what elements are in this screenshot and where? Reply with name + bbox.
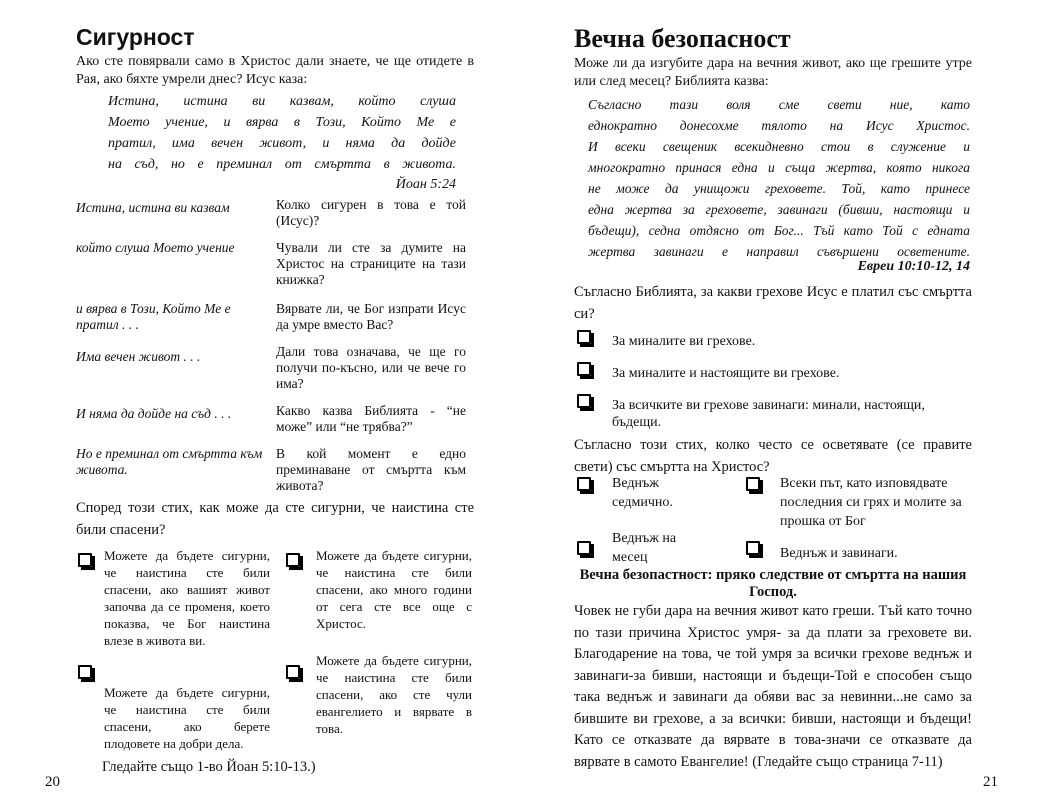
answer-option: Можете да бъдете сигурни, че наистина сте били спасени, ако вашият живот започва да се променя, което показва, че Бог наистина влезе в живота ви. <box>104 548 270 648</box>
checkbox[interactable] <box>746 541 760 555</box>
checkbox[interactable] <box>286 553 300 567</box>
section-subheading: Вечна безопастност: пряко следствие от смъртта на нашия Господ. <box>579 567 967 600</box>
table-question: Вярвате ли, че Бог изпрати Исус да умре вместо Вас? <box>276 301 466 332</box>
table-row <box>76 446 474 494</box>
scripture-quote <box>588 94 970 262</box>
table-phrase: Има вечен живот . . . <box>76 349 201 364</box>
quote-line: пратил, има вечен живот, и няма да дойде <box>108 136 456 151</box>
table-question: В кой момент е едно преминаване от смъртта към живота? <box>276 446 466 493</box>
checkbox[interactable] <box>746 477 760 491</box>
checkbox[interactable] <box>577 330 591 344</box>
answer-option: Веднъж на месец <box>612 531 677 565</box>
page-title: Сигурност <box>76 24 195 50</box>
table-phrase: Но е преминал от смъртта към живота. <box>76 446 263 477</box>
quote-line: Моето учение, и вярва в Този, Който Ме е <box>108 115 456 130</box>
page-title: Вечна безопасност <box>574 24 791 53</box>
table-question: Чували ли сте за думите на Христос на страниците на тази книжка? <box>276 240 466 287</box>
intro-text: Може ли да изгубите дара на вечния живот, ако ще грешите утре или след месец? Библията казва: <box>574 56 972 89</box>
checkbox[interactable] <box>78 665 92 679</box>
table-question: Какво казва Библията - “не може” или “не трябва?” <box>276 403 466 434</box>
answer-option: Можете да бъдете сигурни, че наистина сте били спасени, ако берете плодовете на добри дела. <box>104 685 270 751</box>
answer-option: За миналите и настоящите ви грехове. <box>612 366 840 381</box>
answer-option: Веднъж седмично. <box>612 476 673 510</box>
scripture-reference: Евреи 10:10-12, 14 <box>857 259 970 274</box>
checkbox[interactable] <box>577 477 591 491</box>
answer-option: За всичките ви грехове завинаги: минали, настоящи, бъдещи. <box>612 398 925 430</box>
table-question: Дали това означава, че ще го получи по-късно, или че вече го има? <box>276 344 466 391</box>
scripture-reference: Йоан 5:24 <box>395 177 456 192</box>
scripture-quote <box>108 91 456 175</box>
intro-text: Ако сте повярвали само в Христос дали знаете, че ще отидете в Рая, ако бяхте умрели днес? Исус каза: <box>76 54 474 87</box>
checkbox[interactable] <box>286 665 300 679</box>
question-text: Според този стих, как може да сте сигурни, че наистина сте били спасени? <box>76 500 474 538</box>
table-row <box>76 197 474 229</box>
table-phrase: Истина, истина ви казвам <box>76 200 230 215</box>
table-phrase: и вярва в Този, Който Ме е пратил . . . <box>76 301 231 332</box>
quote-line: многократно принася една и съща жертва, която никога <box>588 160 970 175</box>
page-number: 21 <box>983 774 998 790</box>
quote-line: И всеки свещеник всекидневно стои в служение и <box>588 139 970 154</box>
page-number: 20 <box>45 774 60 790</box>
quote-line: Истина, истина ви казвам, който слуша <box>108 94 456 109</box>
quote-line: на съд, но е преминал от смъртта в живота. <box>108 157 456 172</box>
table-phrase: който слуша Моето учение <box>76 240 235 255</box>
quote-line: не може да унищожи греховете. Той, като принесе <box>588 181 970 196</box>
quote-line: Съгласно тази воля сме свети ние, като <box>588 97 970 112</box>
question-text: Съгласно този стих, колко често се осветявате (се правите свети) със смъртта на Христос? <box>574 437 972 475</box>
table-row <box>76 403 474 435</box>
quote-line: еднократно донесохме тялото на Исус Христос. <box>588 118 970 133</box>
see-also-reference: Гледайте също 1-во Йоан 5:10-13.) <box>102 759 316 775</box>
table-row <box>76 240 474 288</box>
answer-option: Веднъж и завинаги. <box>780 546 898 561</box>
table-row <box>76 301 474 333</box>
answer-option: Можете да бъдете сигурни, че наистина сте били спасени, ако сте чули евангелието и вярвате в това. <box>316 653 472 736</box>
quote-line: жертва завинаги е направил съвършени осветените. <box>588 244 970 259</box>
table-row <box>76 344 474 392</box>
quote-line: една жертва за греховете, завинаги (бивши, настоящи и <box>588 202 970 217</box>
checkbox[interactable] <box>577 362 591 376</box>
body-paragraph: Човек не губи дара на вечния живот като греши. Тъй като точно по тази причина Христос умря- за да плати за греховете ви. Благодарение на това, че той умря за всички грехове веднъж и завинаги-за бивши, настоящи и бъдещи-Той е способен също така веднъж и завинаги да обяви вас за невинни...не само за бившите ви грехове, а за всички: бивши, настоящи и бъдещи! Като се отказвате да вярвате в това-значи се отказвате да вярвате в самото Евангелие! (Гледайте също страница 7-11) <box>574 603 972 770</box>
checkbox[interactable] <box>78 553 92 567</box>
answer-option: За миналите ви грехове. <box>612 334 756 349</box>
checkbox[interactable] <box>577 394 591 408</box>
checkbox[interactable] <box>577 541 591 555</box>
quote-line: бъдещи), седна отдясно от Бог... Тъй като Той с едната <box>588 223 970 238</box>
table-phrase: И няма да дойде на съд . . . <box>76 406 232 421</box>
table-question: Колко сигурен в това е той (Исус)? <box>276 197 466 228</box>
question-text: Съгласно Библията, за какви грехове Исус е платил със смъртта си? <box>574 284 972 322</box>
answer-option: Всеки път, като изповядвате последния си грях и молите за прошка от Бог <box>780 476 962 529</box>
answer-option: Можете да бъдете сигурни, че наистина сте били спасени, ако много години от сега сте все още с Христос. <box>316 548 472 631</box>
